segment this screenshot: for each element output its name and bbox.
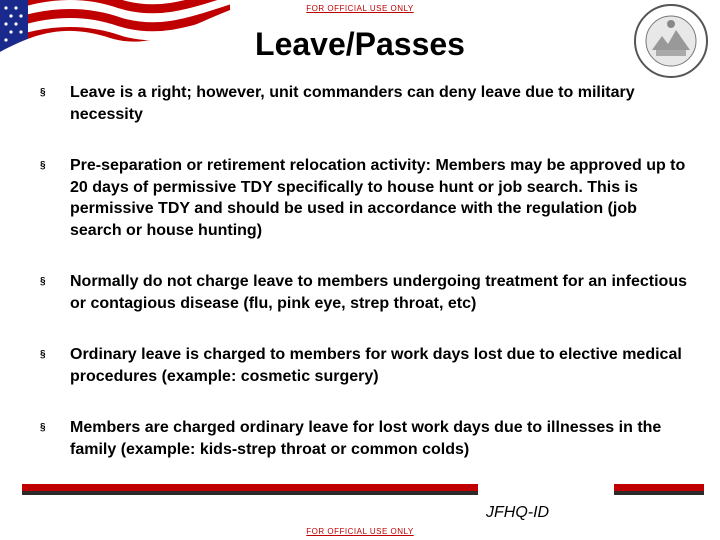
bullet-marker-icon: § [40,276,46,287]
bullet-item [40,155,690,241]
footer-org-label: JFHQ-ID [486,504,550,521]
bullet-item [40,344,690,387]
classification-banner-top: FOR OFFICIAL USE ONLY [306,4,414,13]
bullet-text: Ordinary leave is charged to members for work days lost due to elective medical procedures (example: cosmetic surgery) [70,346,682,385]
slide-title: Leave/Passes [255,26,465,62]
bullet-marker-icon: § [40,160,46,171]
bullet-item [40,271,690,314]
bullet-list [40,82,690,460]
bullet-item [40,82,690,125]
bullet-marker-icon: § [40,349,46,360]
bullet-item [40,417,690,460]
footer-divider-left [22,484,478,495]
bullet-text: Members are charged ordinary leave for lost work days due to illnesses in the family (example: kids-strep throat or common colds) [70,419,662,458]
bullet-text: Pre-separation or retirement relocation activity: Members may be approved up to 20 days of permissive TDY specifically to house hunt or job search. This is permissive TDY and should be used in accordance with the regulation (job search or house hunting) [70,157,686,239]
bullet-marker-icon: § [40,422,46,433]
bullet-text: Leave is a right; however, unit commanders can deny leave due to military necessity [70,84,635,123]
bullet-text: Normally do not charge leave to members undergoing treatment for an infectious or contagious disease (flu, pink eye, strep throat, etc) [70,273,687,312]
footer-divider-right [614,484,704,495]
bullet-marker-icon: § [40,87,46,98]
classification-banner-bottom: FOR OFFICIAL USE ONLY [306,527,414,536]
